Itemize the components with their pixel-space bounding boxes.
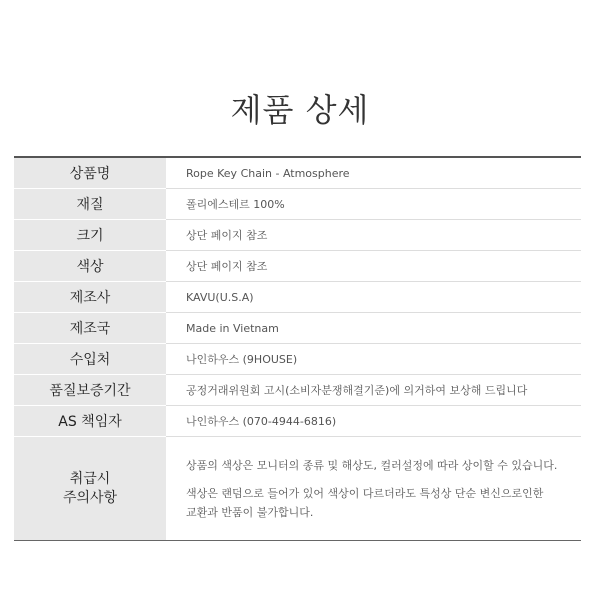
row-label-size: 크기 xyxy=(14,220,166,251)
row-value-care xyxy=(166,437,581,541)
page-title: 제품 상세 xyxy=(230,91,370,129)
row-label-product-name: 상품명 xyxy=(14,157,166,189)
row-label-importer: 수입처 xyxy=(14,344,166,375)
table-row xyxy=(14,344,581,375)
table-row xyxy=(14,251,581,282)
table-row xyxy=(14,282,581,313)
row-value-warranty: 공정거래위원회 고시(소비자분쟁해결기준)에 의거하여 보상해 드립니다 xyxy=(166,375,581,406)
care-note-line-2: 색상은 랜덤으로 들어가 있어 색상이 다르더라도 특성상 단순 변신으로인한 xyxy=(186,486,544,500)
row-value-material: 폴리에스테르 100% xyxy=(166,189,581,220)
row-label-as-manager: AS 책임자 xyxy=(14,406,166,437)
care-note-gap xyxy=(186,475,581,484)
table-row xyxy=(14,220,581,251)
row-label-manufacturer: 제조사 xyxy=(14,282,166,313)
row-label-color: 색상 xyxy=(14,251,166,282)
product-spec-table xyxy=(14,156,581,541)
row-label-care xyxy=(14,437,166,541)
row-value-manufacturer: KAVU(U.S.A) xyxy=(166,282,581,313)
row-value-product-name: Rope Key Chain - Atmosphere xyxy=(166,157,581,189)
care-note-line-3: 교환과 반품이 불가합니다. xyxy=(186,505,314,519)
table-row xyxy=(14,157,581,189)
table-row xyxy=(14,313,581,344)
row-label-material: 재질 xyxy=(14,189,166,220)
table-row xyxy=(14,406,581,437)
table-row xyxy=(14,189,581,220)
table-row xyxy=(14,437,581,541)
care-label-line-2: 주의사항 xyxy=(62,489,118,506)
row-value-importer: 나인하우스 (9HOUSE) xyxy=(166,344,581,375)
row-value-as-manager: 나인하우스 (070-4944-6816) xyxy=(166,406,581,437)
table-row xyxy=(14,375,581,406)
row-value-color: 상단 페이지 참조 xyxy=(166,251,581,282)
row-value-origin-country: Made in Vietnam xyxy=(166,313,581,344)
row-value-size: 상단 페이지 참조 xyxy=(166,220,581,251)
row-label-warranty: 품질보증기간 xyxy=(14,375,166,406)
care-label-line-1: 취급시 xyxy=(69,470,111,487)
row-label-origin-country: 제조국 xyxy=(14,313,166,344)
care-note-line-1: 상품의 색상은 모니터의 종류 및 해상도, 컬러설정에 따라 상이할 수 있습니다. xyxy=(186,458,558,472)
